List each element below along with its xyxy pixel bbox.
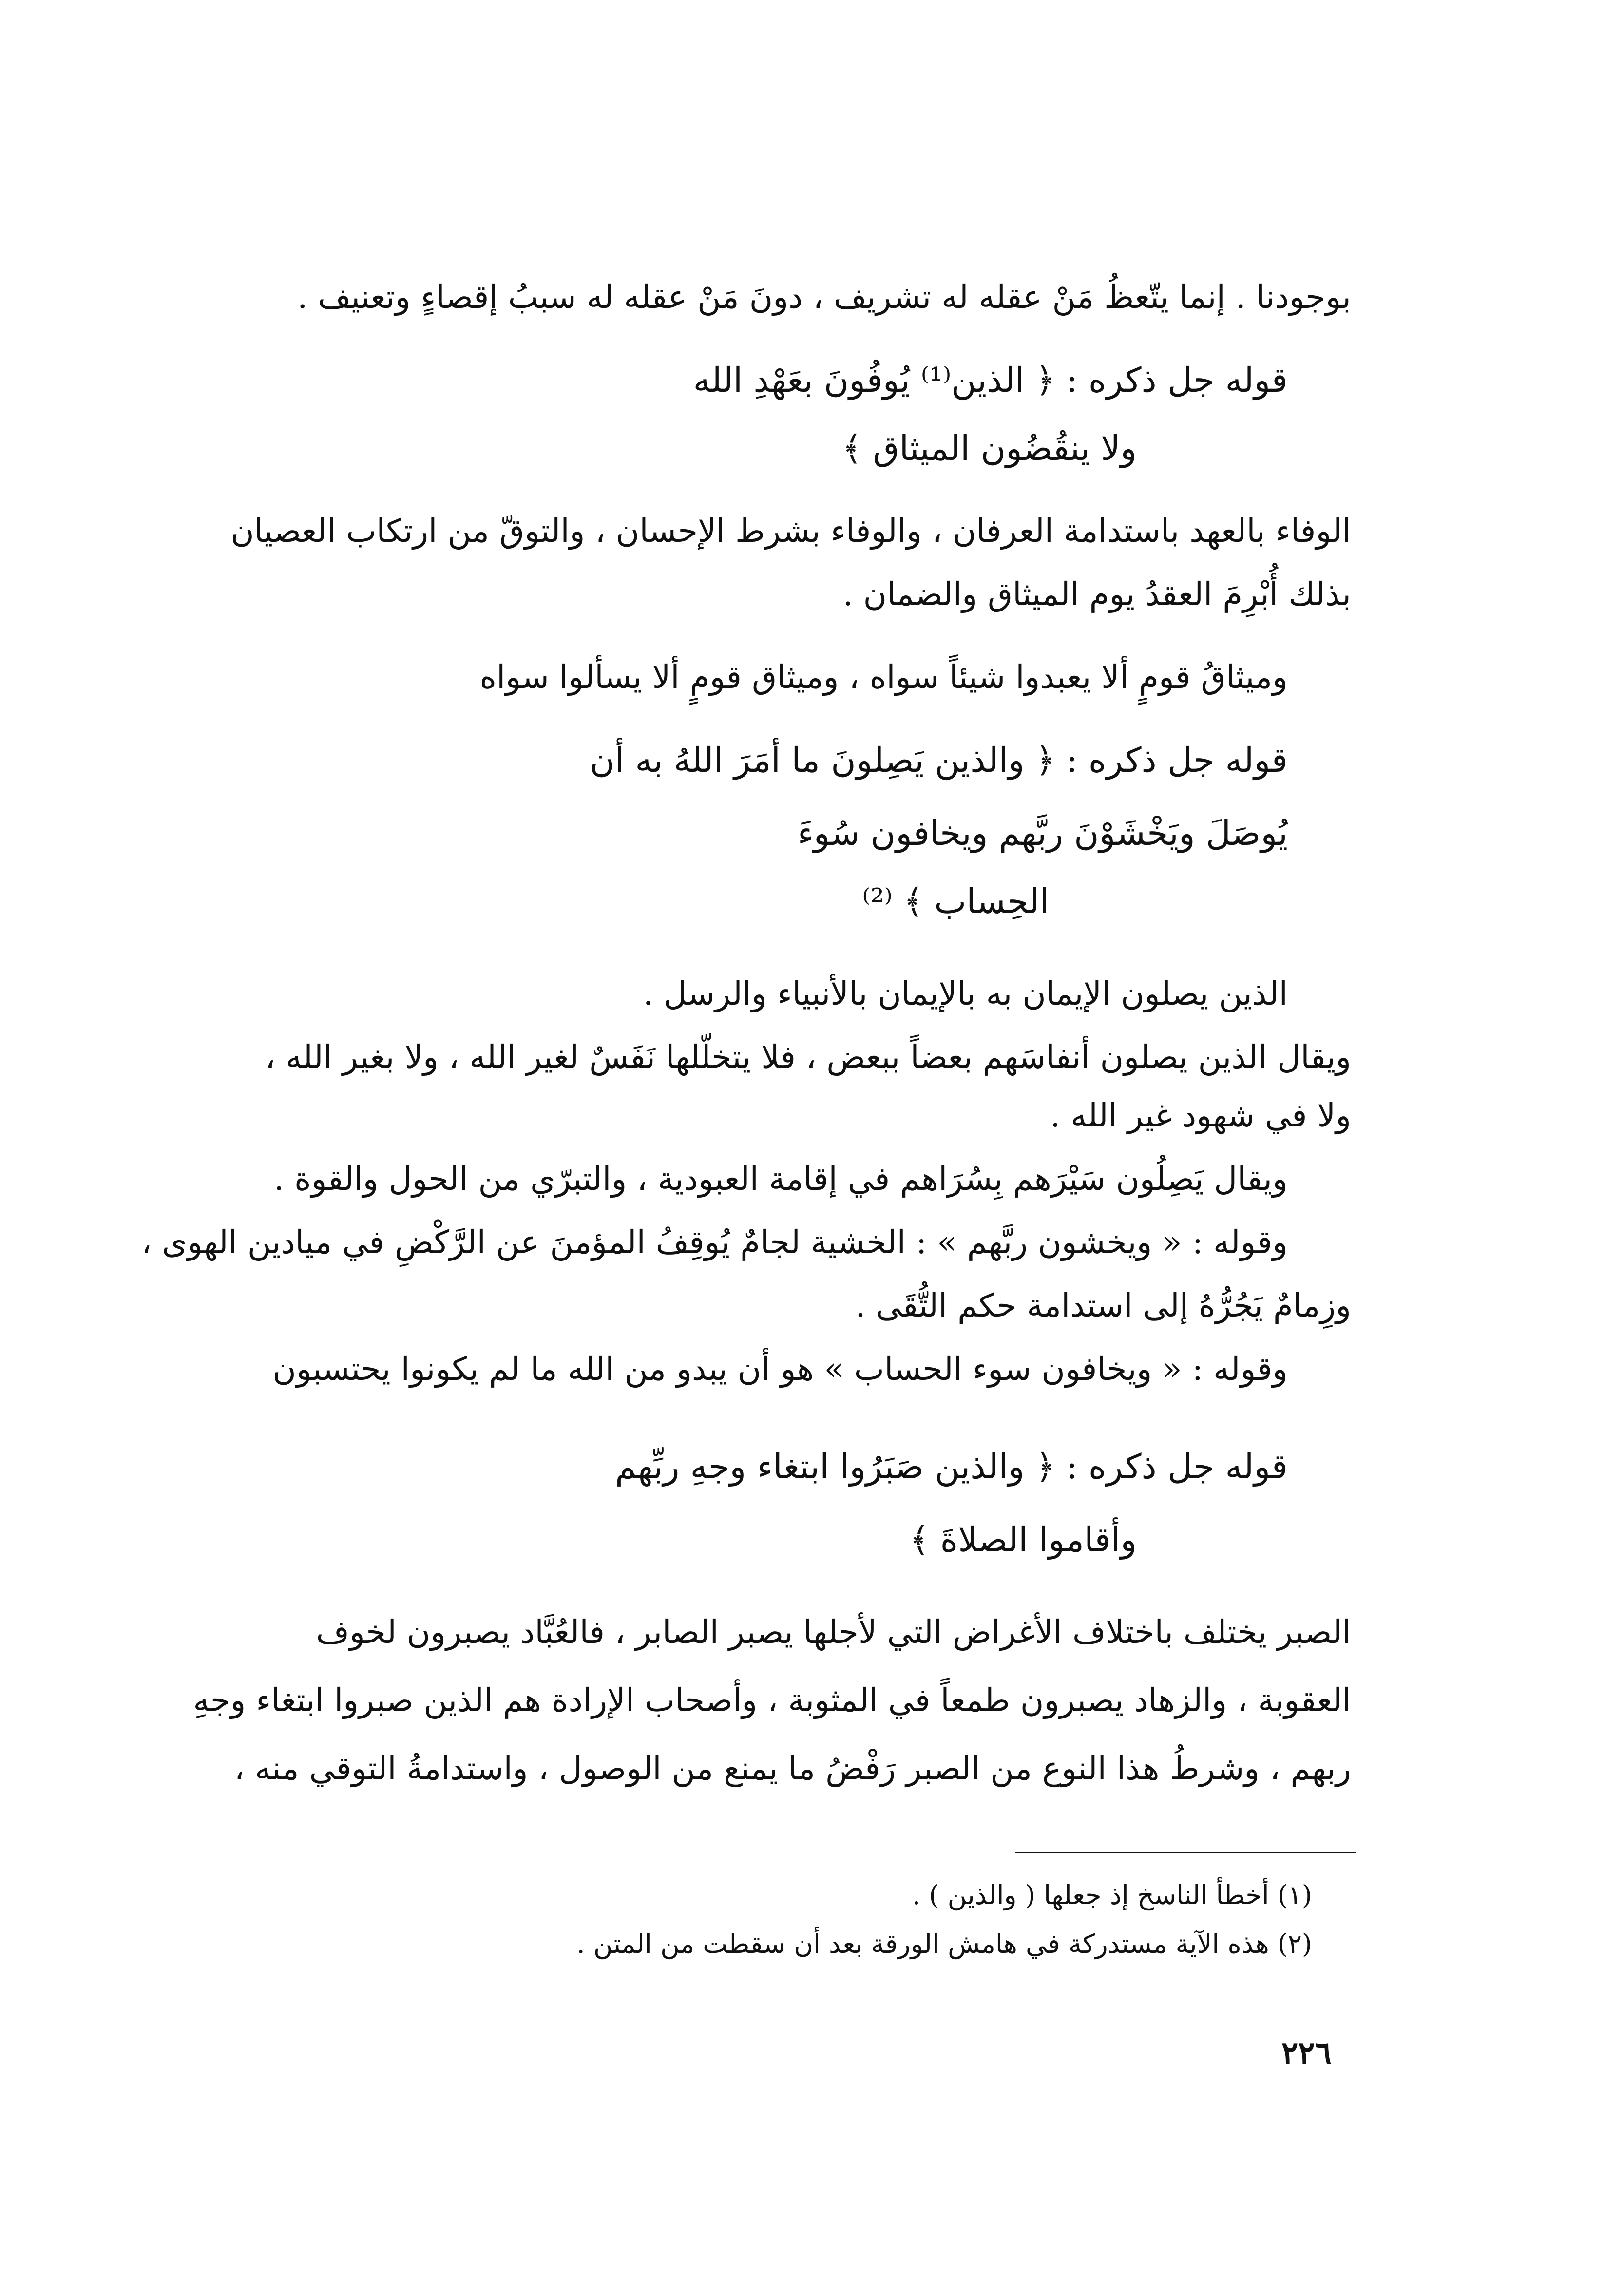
page-number: ٢٢٦	[1281, 2035, 1332, 2072]
text-line-10: وزِمامٌ يَجُرُّهُ إلى استدامة حكم التُّقَى .	[855, 1287, 1351, 1324]
text-line-14: ربهم ، وشرطُ هذا النوع من الصبر رَفْضُ ما يمنع من الوصول ، واستدامةُ التوقي منه ،	[234, 1750, 1351, 1787]
verse-line-2c: الحِساب ﴾ ⁽²⁾	[862, 881, 1049, 921]
text-line-11: وقوله : « ويخافون سوء الحساب » هو أن يبدو من الله ما لم يكونوا يحتسبون	[272, 1350, 1288, 1388]
text-line-3: بذلك أُبْرِمَ العقدُ يوم الميثاق والضمان .	[842, 575, 1351, 613]
text-line-1: بوجودنا . إنما يتّعظُ مَنْ عقله له تشريف ، دونَ مَنْ عقله له سببُ إقصاءٍ وتعنيف .	[297, 278, 1351, 316]
verse-line-2b: يُوصَلَ ويَخْشَوْنَ ربَّهم ويخافون سُوءَ	[797, 813, 1288, 853]
footnote-2: (٢) هذه الآية مستدركة في هامش الورقة بعد أن سقطت من المتن .	[576, 1928, 1312, 1959]
verse-heading-3: قوله جل ذكره : ﴿ والذين صَبَرُوا ابتغاء وجهِ ربِّهم	[615, 1447, 1288, 1487]
verse-heading-2: قوله جل ذكره : ﴿ والذين يَصِلونَ ما أمَرَ اللهُ به أن	[590, 740, 1288, 780]
text-line-7: ولا في شهود غير الله .	[1050, 1097, 1351, 1134]
text-line-12: الصبر يختلف باختلاف الأغراض التي لأجلها يصبر الصابر ، فالعُبَّاد يصبرون لخوف	[316, 1613, 1351, 1651]
text-line-6: ويقال الذين يصلون أنفاسَهم بعضاً ببعض ، فلا يتخلّلها نَفَسٌ لغير الله ، ولا بغير الله ،	[265, 1038, 1351, 1076]
text-line-4: وميثاقُ قومٍ ألا يعبدوا شيئاً سواه ، وميثاق قومٍ ألا يسألوا سواه	[479, 658, 1288, 696]
verse-line-3b: وأقاموا الصلاةَ ﴾	[909, 1520, 1137, 1560]
text-line-13: العقوبة ، والزهاد يصبرون طمعاً في المثوبة ، وأصحاب الإرادة هم الذين صبروا ابتغاء وجهِ	[193, 1681, 1351, 1719]
footnote-1: (١) أخطأ الناسخ إذ جعلها ( والذين ) .	[912, 1880, 1312, 1910]
footnote-divider	[1015, 1852, 1356, 1853]
text-line-8: ويقال يَصِلُون سَيْرَهم بِسُرَاهم في إقامة العبودية ، والتبرّي من الحول والقوة .	[274, 1160, 1288, 1198]
text-line-9: وقوله : « ويخشون ربَّهم » : الخشية لجامٌ يُوقِفُ المؤمنَ عن الرَّكْضِ في ميادين الهوى ،	[141, 1223, 1288, 1261]
verse-heading-1: قوله جل ذكره : ﴿ الذين⁽¹⁾ يُوفُونَ بعَهْدِ الله	[693, 360, 1288, 400]
verse-line-1b: ولا ينقُضُون الميثاق ﴾	[842, 428, 1137, 468]
text-line-2: الوفاء بالعهد باستدامة العرفان ، والوفاء بشرط الإحسان ، والتوقّ من ارتكاب العصيان	[230, 512, 1351, 550]
text-line-5: الذين يصلون الإيمان به بالإيمان بالأنبياء والرسل .	[643, 975, 1288, 1012]
